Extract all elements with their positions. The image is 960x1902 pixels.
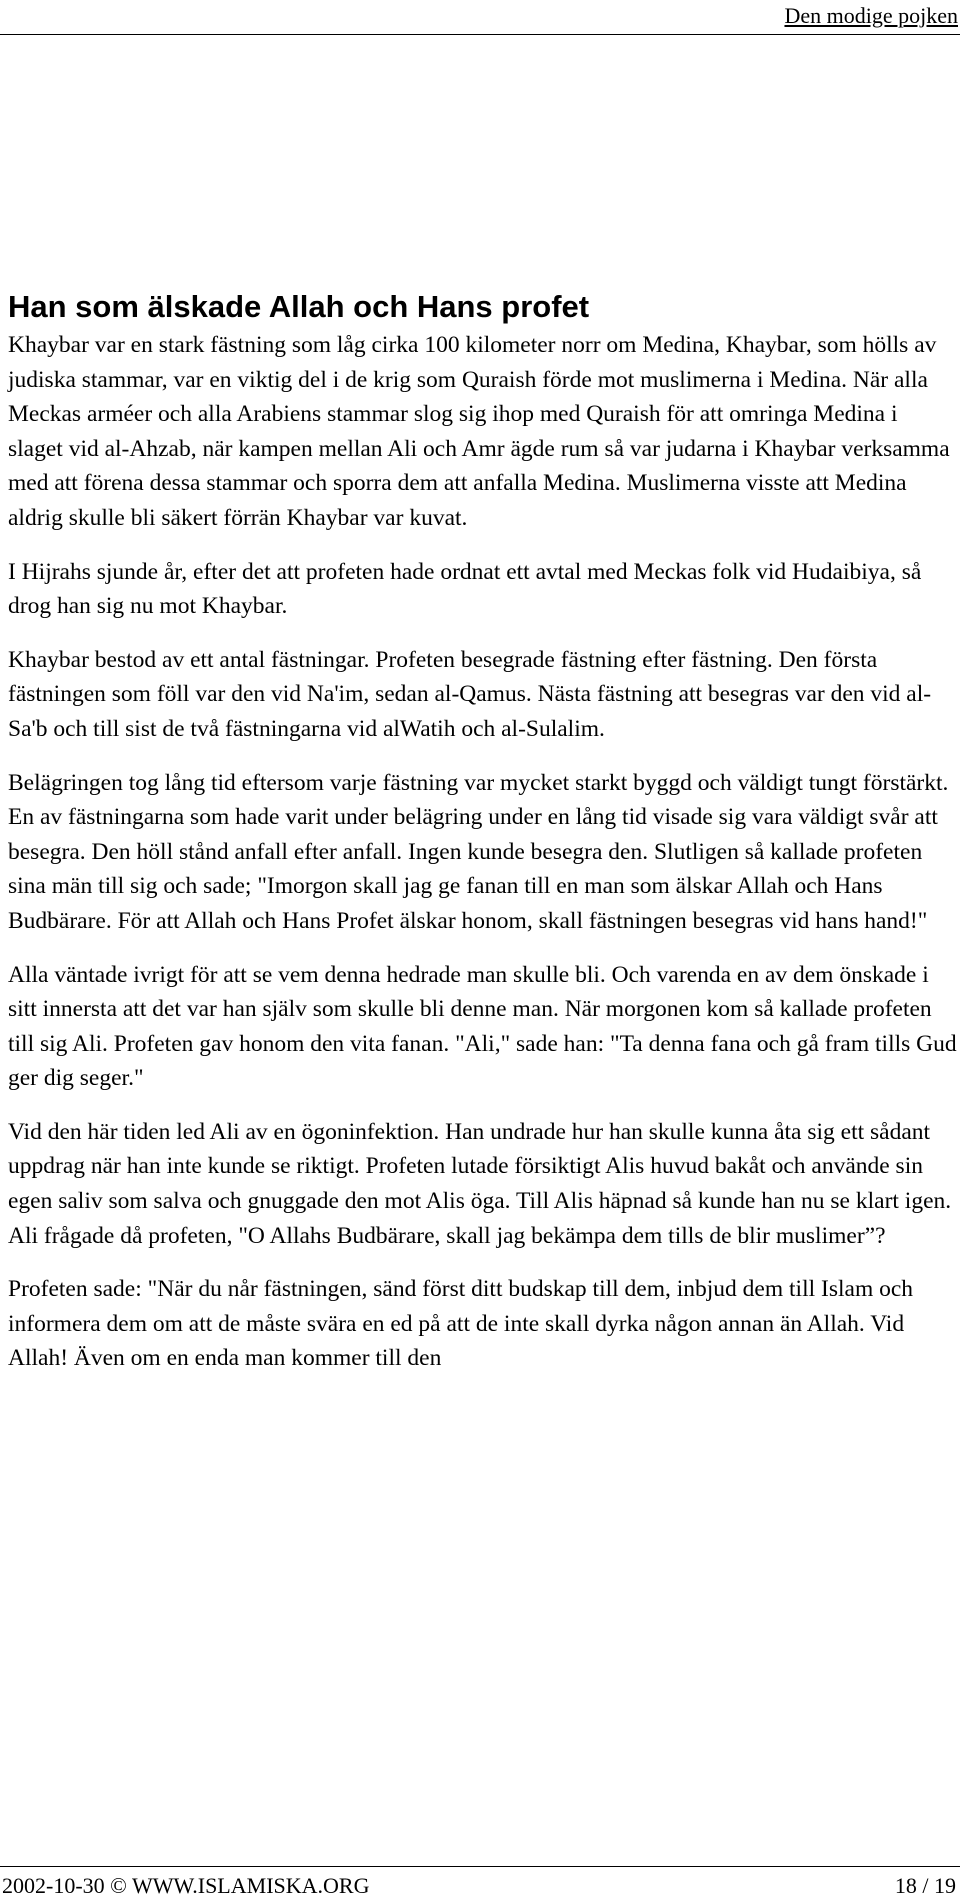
paragraph: Khaybar var en stark fästning som låg cirka 100 kilometer norr om Medina, Khaybar, som hölls av judiska stammar, var en viktig del i de krig som Quraish förde mot muslimerna i Medina. När alla Meckas arméer och alla Arabiens stammar slog sig ihop med Quraish för att omringa Medina i slaget vid al-Ahzab, när kampen mellan Ali och Amr ägde rum så var judarna i Khaybar verksamma med att förena dessa stammar och sporra dem att anfalla Medina. Muslimerna visste att Medina aldrig skulle bli säkert förrän Khaybar var kuvat. [8, 332, 950, 531]
paragraph: Alla väntade ivrigt för att se vem denna hedrade man skulle bli. Och varenda en av dem önskade i sitt innersta att det var han själv som skulle bli denne man. När morgonen kom så kallade profeten till sig Ali. Profeten gav honom den vita fanan. "Ali," sade han: "Ta denna fana och gå fram tills Gud ger dig seger." [8, 961, 957, 1092]
paragraph: Vid den här tiden led Ali av en ögoninfektion. Han undrade hur han skulle kunna åta sig ett sådant uppdrag när han inte kunde se riktigt. Profeten lutade försiktigt Alis huvud bakåt och använde sin egen saliv som salva och gnuggade den mot Alis öga. Till Alis häpnad så kunde han nu se klart igen. Ali frågade då profeten, "O Allahs Budbärare, skall jag bekämpa dem tills de blir muslimer”? [8, 1118, 952, 1249]
page-number: 18 / 19 [894, 1873, 956, 1898]
paragraph: Profeten sade: "När du når fästningen, sänd först ditt budskap till dem, inbjud dem till Islam och informera dem om att de måste svära en ed på att de inte skall dyrka någon annan än Allah. Vid Allah! Även om en enda man kommer till den [8, 1276, 914, 1372]
paragraph: I Hijrahs sjunde år, efter det att profeten hade ordnat ett avtal med Meckas folk vid Hudaibiya, så drog han sig nu mot Khaybar. [8, 558, 922, 620]
section-title: Han som älskade Allah och Hans profet [8, 289, 590, 324]
page-header [0, 0, 960, 35]
footer-date-copyright: 2002-10-30 © WWW.ISLAMISKA.ORG [2, 1873, 370, 1898]
main-content [8, 288, 958, 1395]
paragraph: Khaybar bestod av ett antal fästningar. Profeten besegrade fästning efter fästning. Den första fästningen som föll var den vid Na'im, sedan al-Qamus. Nästa fästning att besegras var den vid al-Sa'b och till sist de två fästningarna vid alWatih och al-Sulalim. [8, 646, 932, 742]
running-header-title: Den modige pojken [784, 3, 958, 28]
paragraph: Belägringen tog lång tid eftersom varje fästning var mycket starkt byggd och väldigt tungt förstärkt. En av fästningarna som hade varit under belägring under en lång tid visade sig vara väldigt svår att besegra. Den höll stånd anfall efter anfall. Ingen kunde besegra den. Slutligen så kallade profeten sina män till sig och sade; "Imorgon skall jag ge fanan till en man som älskar Allah och Hans Budbärare. För att Allah och Hans Profet älskar honom, skall fästningen besegras vid hans hand!" [8, 769, 949, 934]
page-footer [0, 1866, 960, 1902]
